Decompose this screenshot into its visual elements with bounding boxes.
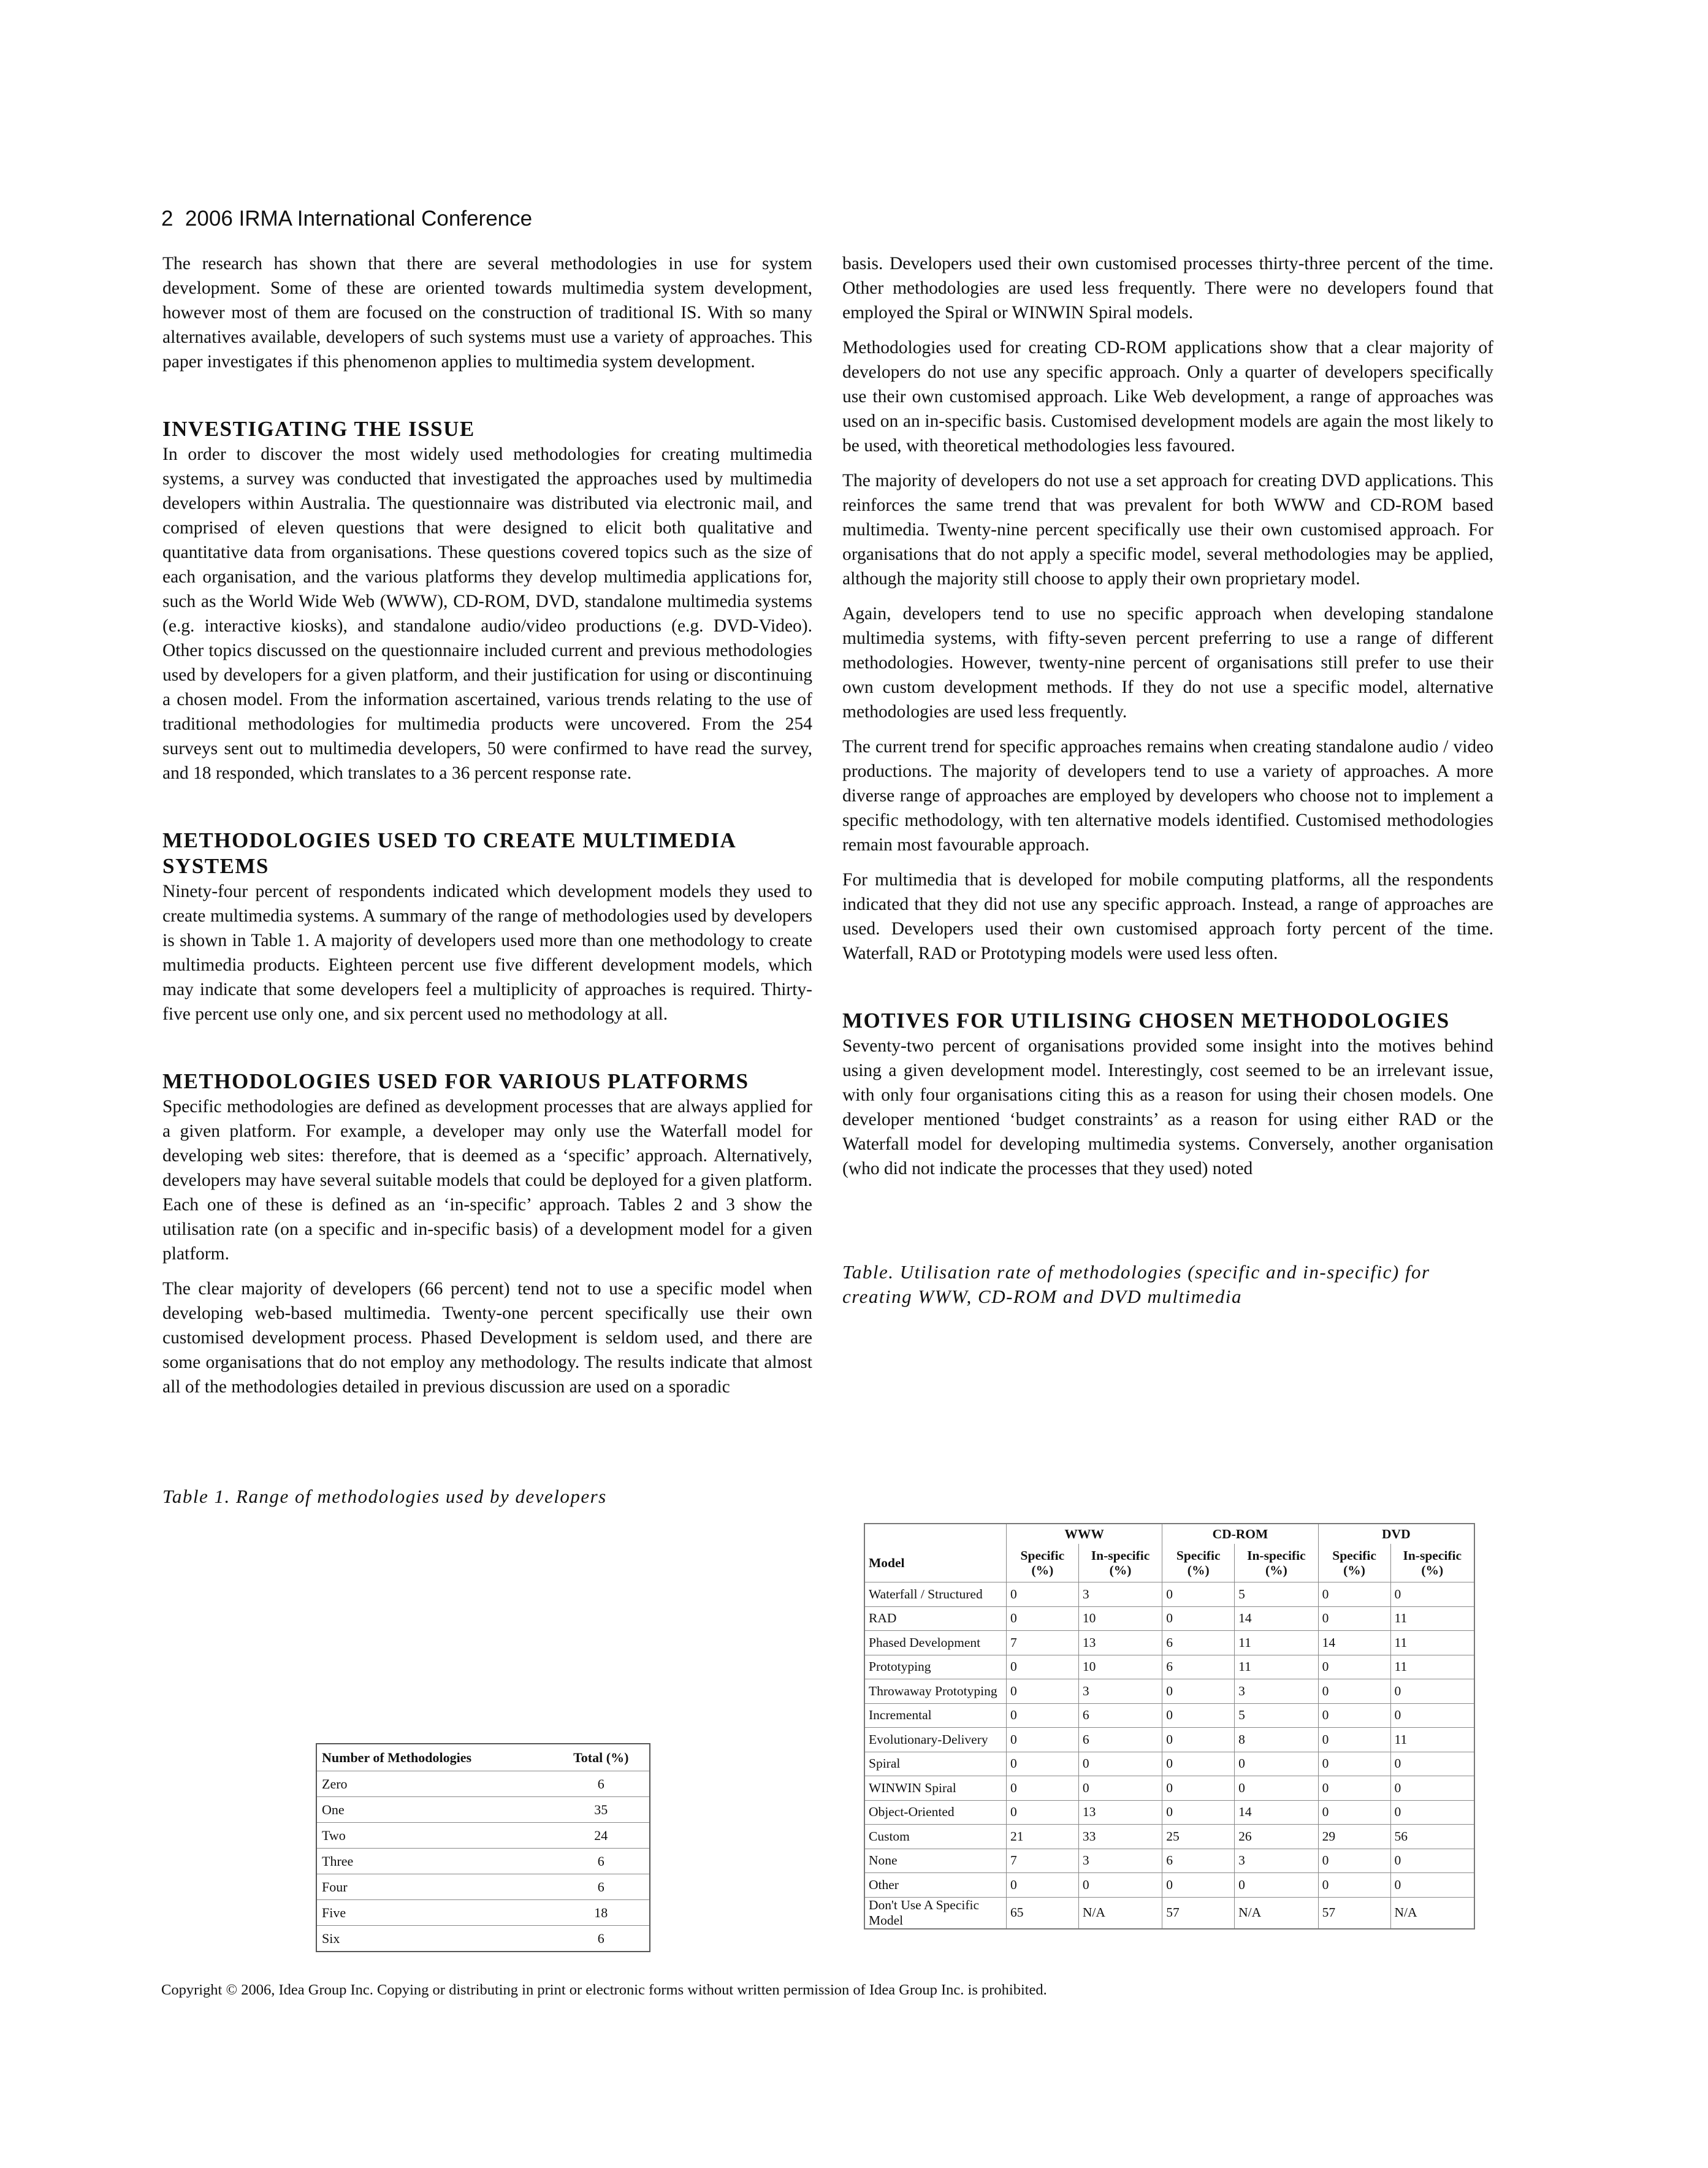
model-name-cell: Evolutionary-Delivery: [864, 1728, 1006, 1752]
table1: [316, 1743, 650, 1952]
model-name-cell: Waterfall / Structured: [864, 1582, 1006, 1607]
table2-subheader: In-specific (%): [1078, 1544, 1162, 1582]
value-cell: 0: [1235, 1776, 1318, 1801]
table-cell: Two: [316, 1823, 553, 1849]
table2-subheader: Specific (%): [1318, 1544, 1390, 1582]
table2: [864, 1523, 1475, 1929]
table2-corner-cell: [864, 1524, 1006, 1544]
value-cell: 14: [1235, 1606, 1318, 1631]
table-cell: 6: [553, 1926, 650, 1952]
value-cell: 3: [1078, 1849, 1162, 1873]
table-row: [864, 1800, 1474, 1825]
table-cell: Six: [316, 1926, 553, 1952]
table-row: [864, 1752, 1474, 1776]
value-cell: 0: [1006, 1776, 1078, 1801]
value-cell: 3: [1235, 1679, 1318, 1704]
table1-header-row: [316, 1744, 650, 1771]
table2-subheader-row: [864, 1544, 1474, 1582]
value-cell: 7: [1006, 1631, 1078, 1655]
value-cell: 0: [1006, 1873, 1078, 1898]
conference-title: 2006 IRMA International Conference: [185, 207, 533, 231]
table-row: [864, 1655, 1474, 1679]
value-cell: 3: [1235, 1849, 1318, 1873]
value-cell: 0: [1006, 1679, 1078, 1704]
table2-subheader: Specific (%): [1006, 1544, 1078, 1582]
value-cell: 0: [1318, 1776, 1390, 1801]
value-cell: 0: [1318, 1655, 1390, 1679]
value-cell: 33: [1078, 1825, 1162, 1849]
value-cell: 6: [1162, 1655, 1235, 1679]
model-name-cell: Don't Use A Specific Model: [864, 1897, 1006, 1929]
table-row: [864, 1776, 1474, 1801]
value-cell: 0: [1006, 1728, 1078, 1752]
value-cell: 13: [1078, 1631, 1162, 1655]
paragraph-mobile: For multimedia that is developed for mobile computing platforms, all the respondents indicated that they did not use any specific approach. Instead, a range of approaches are used. Developers used their own customised approach forty percent of the time. Waterfall, RAD or Prototyping models were used less often.: [842, 870, 1493, 963]
paragraph-www-basis: basis. Developers used their own customised processes thirty-three percent of the time. Other methodologies are used less frequently. There were no developers found that employed the Spiral or WINWIN Spiral models.: [842, 254, 1493, 323]
value-cell: 0: [1390, 1800, 1474, 1825]
value-cell: 0: [1162, 1728, 1235, 1752]
value-cell: 11: [1390, 1655, 1474, 1679]
table-row: [864, 1679, 1474, 1704]
model-name-cell: Spiral: [864, 1752, 1006, 1776]
heading-methodologies: METHODOLOGIES USED TO CREATE MULTIMEDIA SYSTEMS: [162, 828, 736, 878]
value-cell: 0: [1162, 1752, 1235, 1776]
value-cell: 25: [1162, 1825, 1235, 1849]
table2-model-header: Model: [864, 1544, 1006, 1582]
table-row: [316, 1926, 650, 1952]
table-cell: 6: [553, 1771, 650, 1797]
heading-investigating: INVESTIGATING THE ISSUE: [162, 417, 475, 441]
table-row: [864, 1606, 1474, 1631]
value-cell: 0: [1318, 1752, 1390, 1776]
table-cell: 6: [553, 1849, 650, 1874]
model-name-cell: Throwaway Prototyping: [864, 1679, 1006, 1704]
value-cell: 0: [1162, 1606, 1235, 1631]
table2-subheader: In-specific (%): [1235, 1544, 1318, 1582]
value-cell: 3: [1078, 1679, 1162, 1704]
value-cell: 5: [1235, 1703, 1318, 1728]
value-cell: 7: [1006, 1849, 1078, 1873]
paragraph-audio-video: The current trend for specific approaches remains when creating standalone audio / video productions. The majority of developers tend to use a variety of approaches. A more diverse range of approaches are employed by developers who choose not to implement a specific methodology, with ten alternative models identified. Customised methodologies remain most favourable approach.: [842, 737, 1493, 855]
paragraph-platforms-2: The clear majority of developers (66 percent) tend not to use a specific model when developing web-based multimedia. Twenty-one percent specifically use their own customised development process. Phased Development is seldom used, and there are some organisations that do not employ any methodology. The results indicate that almost all of the methodologies detailed in previous discussion are used on a sporadic: [162, 1279, 812, 1397]
table-cell: 35: [553, 1797, 650, 1823]
value-cell: 0: [1162, 1776, 1235, 1801]
model-name-cell: None: [864, 1849, 1006, 1873]
value-cell: 11: [1235, 1655, 1318, 1679]
model-name-cell: Other: [864, 1873, 1006, 1898]
value-cell: 0: [1390, 1873, 1474, 1898]
paragraph-methodologies: Ninety-four percent of respondents indicated which development models they used to create multimedia systems. A summary of the range of methodologies used by developers is shown in Table 1. A majority of developers used more than one methodology to create multimedia products. Eighteen percent use five different development models, which may indicate that some developers feel a multiplicity of approaches is required. Thirty-five percent use only one, and six percent used no methodology at all.: [162, 882, 812, 1024]
table-cell: 24: [553, 1823, 650, 1849]
value-cell: 0: [1318, 1606, 1390, 1631]
paragraph-dvd: The majority of developers do not use a set approach for creating DVD applications. This reinforces the same trend that was prevalent for both WWW and CD-ROM based multimedia. Twenty-nine percent specifically use their own customised approach. For organisations that do not apply a specific model, several methodologies may be applied, although the majority still choose to apply their own proprietary model.: [842, 471, 1493, 589]
value-cell: 6: [1162, 1849, 1235, 1873]
paragraph-investigating: In order to discover the most widely used methodologies for creating multimedia systems, a survey was conducted that investigated the approaches used by multimedia developers within Australia. The questionnaire was distributed via electronic mail, and comprised of eleven questions that were designed to elicit both qualitative and quantitative data from organisations. These questions covered topics such as the size of each organisation, and the various platforms they develop multimedia applications for, such as the World Wide Web (WWW), CD-ROM, DVD, standalone multimedia systems (e.g. interactive kiosks), and standalone audio/video productions (e.g. DVD-Video). Other topics discussed on the questionnaire included current and previous methodologies used by developers for a given platform, and their justification for using or discontinuing a chosen model. From the information ascertained, various trends relating to the use of traditional methodologies for multimedia products were uncovered. From the 254 surveys sent out to multimedia developers, 50 were confirmed to have read the survey, and 18 responded, which translates to a 36 percent response rate.: [162, 445, 812, 783]
table2-group-cdrom: CD-ROM: [1162, 1524, 1318, 1544]
value-cell: 11: [1390, 1631, 1474, 1655]
value-cell: 0: [1162, 1582, 1235, 1607]
model-name-cell: Object-Oriented: [864, 1800, 1006, 1825]
table-row: [864, 1728, 1474, 1752]
table1-header-cell: Number of Methodologies: [322, 1749, 472, 1765]
page-number: 2: [161, 207, 173, 231]
table-cell: One: [316, 1797, 553, 1823]
value-cell: 0: [1078, 1752, 1162, 1776]
value-cell: 26: [1235, 1825, 1318, 1849]
value-cell: 5: [1235, 1582, 1318, 1607]
paragraph-platforms-1: Specific methodologies are defined as development processes that are always applied for a given platform. For example, a developer may only use the Waterfall model for developing web sites: therefore, that is deemed as a ‘specific’ approach. Alternatively, developers may have several suitable models that could be deployed for a given platform. Each one of these is defined as an ‘in-specific’ approach. Tables 2 and 3 show the utilisation rate (on a specific and in-specific basis) of a development model for a given platform.: [162, 1097, 812, 1264]
table-row: [864, 1873, 1474, 1898]
value-cell: 57: [1162, 1897, 1235, 1929]
heading-platforms: METHODOLOGIES USED FOR VARIOUS PLATFORMS: [162, 1069, 749, 1093]
table-row: [316, 1874, 650, 1900]
value-cell: 0: [1078, 1776, 1162, 1801]
table2-group-row: [864, 1524, 1474, 1544]
model-name-cell: Phased Development: [864, 1631, 1006, 1655]
value-cell: 0: [1162, 1873, 1235, 1898]
table2-subheader: In-specific (%): [1390, 1544, 1474, 1582]
value-cell: 0: [1390, 1582, 1474, 1607]
value-cell: 21: [1006, 1825, 1078, 1849]
value-cell: 11: [1390, 1728, 1474, 1752]
table-cell: Five: [316, 1900, 553, 1926]
value-cell: N/A: [1235, 1897, 1318, 1929]
paragraph-standalone: Again, developers tend to use no specific approach when developing standalone multimedia systems, with fifty-seven percent preferring to use a range of different methodologies. However, twenty-nine percent of organisations still prefer to use their own custom development methods. If they do not use a specific model, alternative methodologies are used less frequently.: [842, 604, 1493, 722]
value-cell: 0: [1006, 1752, 1078, 1776]
value-cell: 0: [1318, 1849, 1390, 1873]
value-cell: 10: [1078, 1655, 1162, 1679]
model-name-cell: Prototyping: [864, 1655, 1006, 1679]
left-column: [162, 251, 812, 1519]
value-cell: 3: [1078, 1582, 1162, 1607]
value-cell: 8: [1235, 1728, 1318, 1752]
value-cell: 0: [1006, 1800, 1078, 1825]
value-cell: 0: [1390, 1752, 1474, 1776]
table2-group-dvd: DVD: [1318, 1524, 1474, 1544]
value-cell: 0: [1006, 1703, 1078, 1728]
value-cell: 13: [1078, 1800, 1162, 1825]
table-row: [316, 1900, 650, 1926]
model-name-cell: WINWIN Spiral: [864, 1776, 1006, 1801]
value-cell: 0: [1390, 1776, 1474, 1801]
value-cell: 65: [1006, 1897, 1078, 1929]
value-cell: 6: [1162, 1631, 1235, 1655]
copyright-footer: Copyright © 2006, Idea Group Inc. Copying or distributing in print or electronic forms without written permission of Idea Group Inc. is prohibited.: [161, 1982, 1047, 1998]
value-cell: 0: [1162, 1679, 1235, 1704]
table-cell: 6: [553, 1874, 650, 1900]
value-cell: 0: [1006, 1582, 1078, 1607]
value-cell: 11: [1390, 1606, 1474, 1631]
value-cell: 6: [1078, 1703, 1162, 1728]
model-name-cell: Custom: [864, 1825, 1006, 1849]
heading-motives: MOTIVES FOR UTILISING CHOSEN METHODOLOGIES: [842, 1009, 1450, 1032]
table-row: [864, 1703, 1474, 1728]
model-name-cell: Incremental: [864, 1703, 1006, 1728]
table-row: [316, 1823, 650, 1849]
value-cell: 14: [1318, 1631, 1390, 1655]
table-row: [864, 1825, 1474, 1849]
value-cell: 0: [1390, 1703, 1474, 1728]
value-cell: N/A: [1390, 1897, 1474, 1929]
table1-header-cell: Total (%): [573, 1749, 629, 1765]
value-cell: 6: [1078, 1728, 1162, 1752]
table-row: [316, 1771, 650, 1797]
table-row: [316, 1849, 650, 1874]
table2-caption: Table. Utilisation rate of methodologies (specific and in-specific) for creating WWW, CD-ROM and DVD multimedia: [842, 1261, 1430, 1307]
value-cell: N/A: [1078, 1897, 1162, 1929]
value-cell: 0: [1235, 1873, 1318, 1898]
model-name-cell: RAD: [864, 1606, 1006, 1631]
table-cell: Zero: [316, 1771, 553, 1797]
value-cell: 0: [1318, 1873, 1390, 1898]
value-cell: 0: [1390, 1679, 1474, 1704]
table-cell: Three: [316, 1849, 553, 1874]
value-cell: 0: [1318, 1800, 1390, 1825]
value-cell: 56: [1390, 1825, 1474, 1849]
table-row: [316, 1797, 650, 1823]
table-row: [864, 1897, 1474, 1929]
paragraph-motives: Seventy-two percent of organisations provided some insight into the motives behind using a given development model. Interestingly, cost seemed to be an irrelevant issue, with only four organisations citing this as a reason for using their chosen models. One developer mentioned ‘budget constraints’ as a reason for using either RAD or the Waterfall model for developing multimedia systems. Conversely, another organisation (who did not indicate the processes that they used) noted: [842, 1036, 1493, 1178]
table-row: [864, 1582, 1474, 1607]
value-cell: 0: [1162, 1800, 1235, 1825]
table1-caption: Table 1. Range of methodologies used by developers: [162, 1486, 607, 1507]
value-cell: 0: [1318, 1703, 1390, 1728]
running-header: [161, 207, 532, 231]
value-cell: 0: [1318, 1728, 1390, 1752]
value-cell: 0: [1318, 1679, 1390, 1704]
value-cell: 0: [1006, 1606, 1078, 1631]
value-cell: 0: [1318, 1582, 1390, 1607]
value-cell: 10: [1078, 1606, 1162, 1631]
table-cell: Four: [316, 1874, 553, 1900]
table-cell: 18: [553, 1900, 650, 1926]
paragraph-cdrom: Methodologies used for creating CD-ROM applications show that a clear majority of developers do not use any specific approach. Only a quarter of developers specifically use their own customised approach. Like Web development, a range of approaches was used on an in-specific basis. Customised development models are again the most likely to be used, with theoretical methodologies less favoured.: [842, 338, 1493, 456]
value-cell: 0: [1006, 1655, 1078, 1679]
table-row: [864, 1631, 1474, 1655]
table2-group-www: WWW: [1006, 1524, 1162, 1544]
right-column: [842, 251, 1493, 1319]
value-cell: 0: [1390, 1849, 1474, 1873]
value-cell: 14: [1235, 1800, 1318, 1825]
value-cell: 29: [1318, 1825, 1390, 1849]
table2-subheader: Specific (%): [1162, 1544, 1235, 1582]
value-cell: 11: [1235, 1631, 1318, 1655]
value-cell: 0: [1162, 1703, 1235, 1728]
value-cell: 0: [1235, 1752, 1318, 1776]
table-row: [864, 1849, 1474, 1873]
value-cell: 0: [1078, 1873, 1162, 1898]
value-cell: 57: [1318, 1897, 1390, 1929]
intro-paragraph: The research has shown that there are several methodologies in use for system development. Some of these are oriented towards multimedia system development, however most of them are focused on the construction of traditional IS. With so many alternatives available, developers of such systems must use a variety of approaches. This paper investigates if this phenomenon applies to multimedia system development.: [162, 254, 812, 372]
